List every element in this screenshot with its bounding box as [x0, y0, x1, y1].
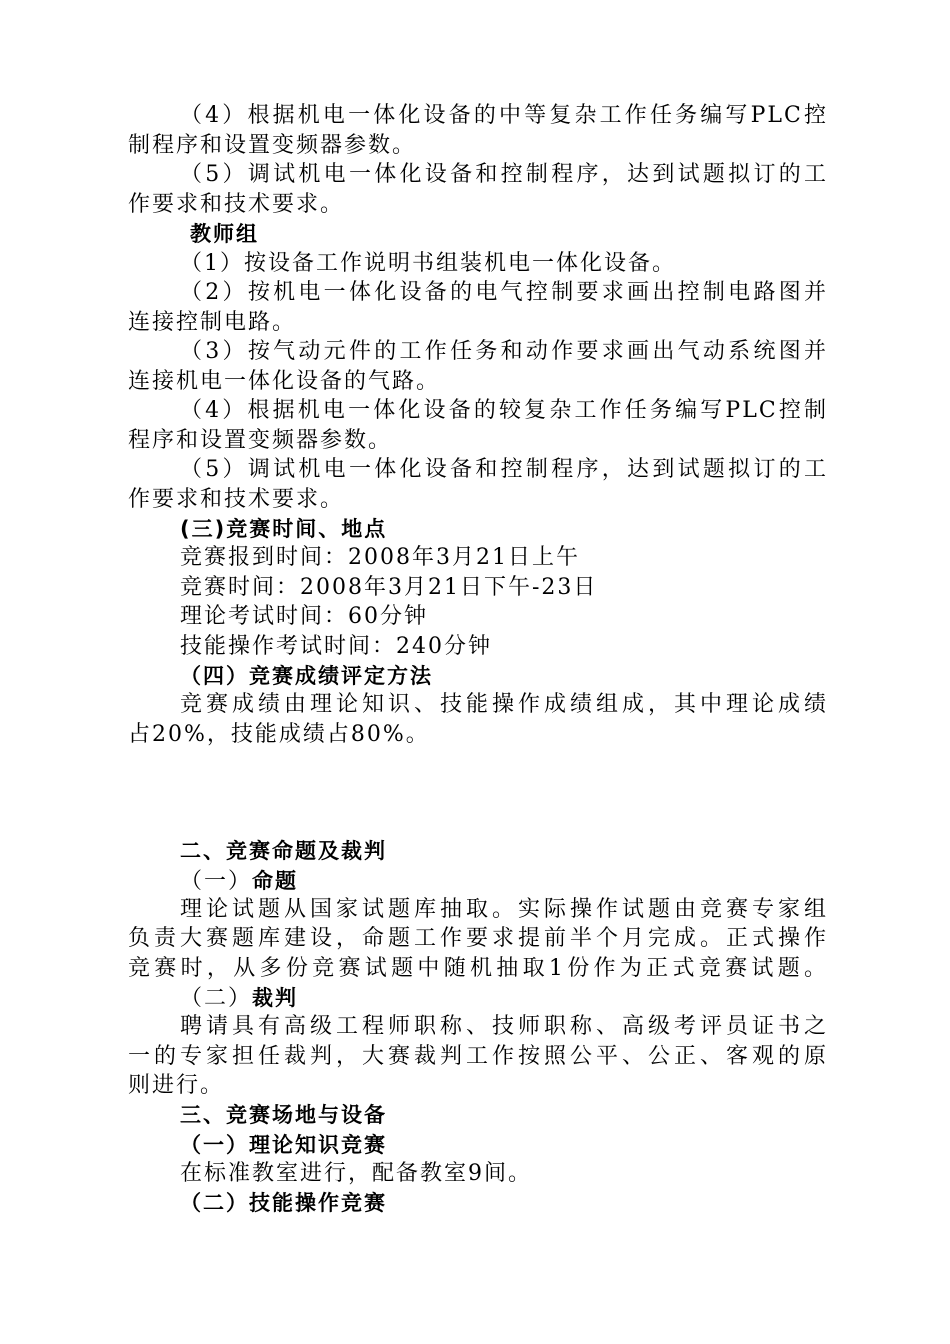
text-line: 负责大赛题库建设，命题工作要求提前半个月完成。正式操作 — [128, 926, 828, 951]
text-line: 竞赛报到时间：2008年3月21日上午 — [180, 545, 580, 570]
subheading-title: 命题 — [252, 869, 299, 893]
section-heading: （四）竞赛成绩评定方法 — [180, 664, 433, 688]
text-line: 连接控制电路。 — [128, 310, 297, 335]
text-line: 竞赛时间：2008年3月21日下午-23日 — [180, 575, 598, 600]
text-line: 理论试题从国家试题库抽取。实际操作试题由竞赛专家组 — [180, 897, 828, 922]
text-line: （1）按设备工作说明书组装机电一体化设备。 — [180, 251, 676, 276]
chapter-heading: 二、竞赛命题及裁判 — [180, 839, 387, 863]
subheading-title: 裁判 — [252, 986, 299, 1010]
chapter-heading: 三、竞赛场地与设备 — [180, 1103, 387, 1127]
subheading-number: （二） — [180, 986, 253, 1011]
text-line: 竞赛成绩由理论知识、技能操作成绩组成，其中理论成绩 — [180, 692, 828, 717]
text-line: （4）根据机电一体化设备的较复杂工作任务编写PLC控制 — [180, 398, 828, 423]
text-line: （4）根据机电一体化设备的中等复杂工作任务编写PLC控 — [180, 103, 828, 128]
section-heading: （二）技能操作竞赛 — [180, 1191, 387, 1215]
text-line: 一的专家担任裁判，大赛裁判工作按照公平、公正、客观的原 — [128, 1044, 828, 1069]
text-line: （5）调试机电一体化设备和控制程序，达到试题拟订的工 — [180, 162, 828, 187]
text-line: 占20%，技能成绩占80%。 — [128, 722, 430, 747]
text-line: 技能操作考试时间：240分钟 — [180, 634, 492, 659]
text-line: 制程序和设置变频器参数。 — [128, 133, 417, 158]
text-line: 竞赛时，从多份竞赛试题中随机抽取1份作为正式竞赛试题。 — [128, 956, 828, 981]
text-line: （2）按机电一体化设备的电气控制要求画出控制电路图并 — [180, 280, 828, 305]
section-heading: （一）理论知识竞赛 — [180, 1133, 387, 1157]
text-line: 理论考试时间：60分钟 — [180, 604, 428, 629]
section-heading: (三)竞赛时间、地点 — [180, 517, 388, 541]
subheading — [180, 866, 298, 897]
text-line: 聘请具有高级工程师职称、技师职称、高级考评员证书之 — [180, 1014, 828, 1039]
subheading — [180, 983, 298, 1014]
text-line: 作要求和技术要求。 — [128, 192, 345, 217]
section-heading: 教师组 — [190, 222, 259, 246]
text-line: 连接机电一体化设备的气路。 — [128, 369, 441, 394]
text-line: 作要求和技术要求。 — [128, 487, 345, 512]
text-line: （3）按气动元件的工作任务和动作要求画出气动系统图并 — [180, 339, 828, 364]
subheading-number: （一） — [180, 869, 253, 894]
text-line: 程序和设置变频器参数。 — [128, 428, 393, 453]
text-line: （5）调试机电一体化设备和控制程序，达到试题拟订的工 — [180, 457, 828, 482]
text-line: 在标准教室进行，配备教室9间。 — [180, 1161, 532, 1186]
text-line: 则进行。 — [128, 1073, 225, 1098]
